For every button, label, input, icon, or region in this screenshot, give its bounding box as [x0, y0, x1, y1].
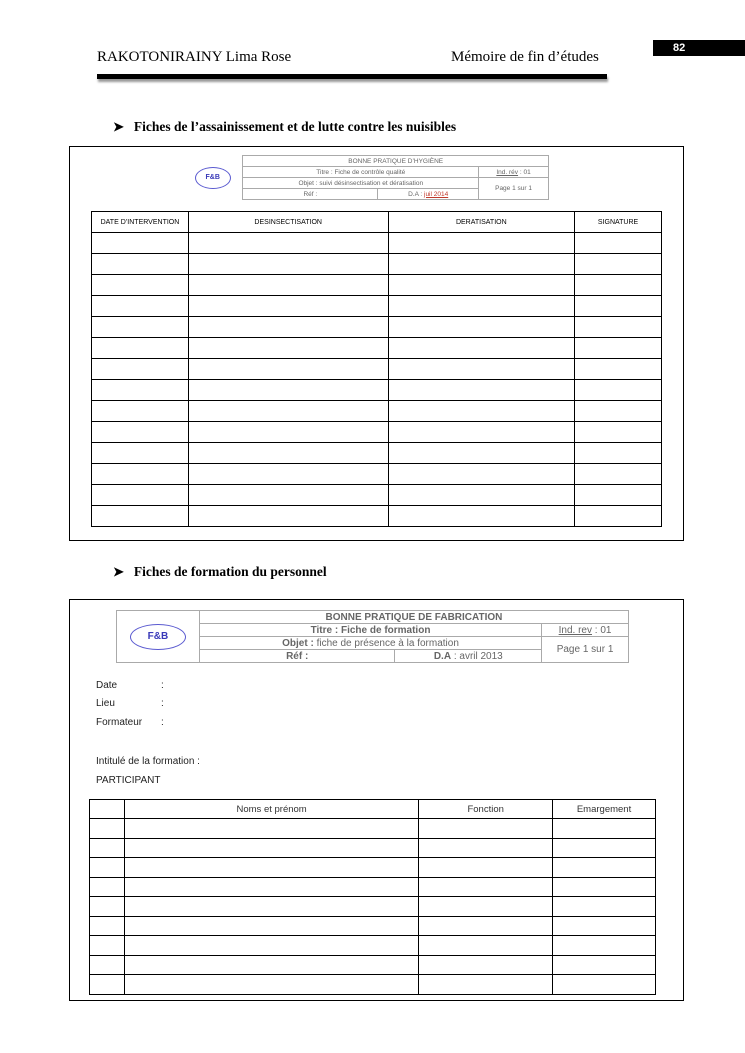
table-header-row — [90, 800, 656, 819]
empty-cell[interactable] — [575, 317, 662, 338]
field-formateur: Formateur : — [96, 717, 164, 728]
header-page: Page 1 sur 1 — [542, 637, 629, 663]
empty-cell[interactable] — [419, 955, 553, 975]
column-header: Emargement — [553, 800, 656, 819]
empty-cell[interactable] — [124, 877, 418, 897]
document-title: Mémoire de fin d’études — [451, 49, 599, 65]
table-row — [90, 897, 656, 917]
empty-cell[interactable] — [553, 858, 656, 878]
table-row — [90, 955, 656, 975]
header-title: BONNE PRATIQUE DE FABRICATION — [199, 611, 628, 624]
empty-cell[interactable] — [575, 485, 662, 506]
empty-cell[interactable] — [188, 506, 388, 527]
empty-cell[interactable] — [553, 955, 656, 975]
empty-cell[interactable] — [90, 916, 125, 936]
empty-cell[interactable] — [92, 338, 189, 359]
field-lieu: Lieu : — [96, 698, 164, 709]
table-row — [90, 819, 656, 839]
table-row — [90, 975, 656, 995]
empty-cell[interactable] — [419, 897, 553, 917]
empty-cell[interactable] — [419, 975, 553, 995]
empty-cell[interactable] — [388, 380, 575, 401]
empty-cell[interactable] — [90, 838, 125, 858]
empty-cell[interactable] — [553, 877, 656, 897]
empty-cell[interactable] — [188, 338, 388, 359]
empty-cell[interactable] — [553, 936, 656, 956]
empty-cell[interactable] — [575, 275, 662, 296]
table-row — [90, 936, 656, 956]
empty-cell[interactable] — [388, 338, 575, 359]
arrow-bullet-icon: ➤ — [113, 564, 124, 579]
empty-cell[interactable] — [188, 464, 388, 485]
empty-cell[interactable] — [575, 233, 662, 254]
empty-cell[interactable] — [124, 916, 418, 936]
empty-cell[interactable] — [92, 275, 189, 296]
empty-cell[interactable] — [124, 819, 418, 839]
training-form-header — [116, 610, 629, 663]
section1-heading — [113, 119, 456, 135]
empty-cell[interactable] — [90, 819, 125, 839]
empty-cell[interactable] — [575, 338, 662, 359]
empty-cell[interactable] — [92, 443, 189, 464]
empty-cell[interactable] — [553, 975, 656, 995]
empty-cell[interactable] — [92, 422, 189, 443]
empty-cell[interactable] — [188, 443, 388, 464]
column-header: SIGNATURE — [575, 212, 662, 233]
header-ref: Réf : — [199, 650, 395, 663]
empty-cell[interactable] — [188, 422, 388, 443]
table-row — [90, 916, 656, 936]
empty-cell[interactable] — [188, 401, 388, 422]
empty-cell[interactable] — [90, 936, 125, 956]
table-row — [92, 443, 662, 464]
header-object-line: Objet : fiche de présence à la formation — [199, 637, 541, 650]
empty-cell[interactable] — [124, 955, 418, 975]
empty-cell[interactable] — [575, 359, 662, 380]
empty-cell[interactable] — [388, 485, 575, 506]
empty-cell[interactable] — [90, 975, 125, 995]
column-header: Fonction — [419, 800, 553, 819]
table-row — [92, 296, 662, 317]
empty-cell[interactable] — [188, 317, 388, 338]
header-ref: Réf : — [243, 189, 378, 200]
table-row — [92, 485, 662, 506]
table-row — [92, 422, 662, 443]
empty-cell[interactable] — [92, 401, 189, 422]
table-row — [92, 317, 662, 338]
empty-cell[interactable] — [575, 401, 662, 422]
empty-cell[interactable] — [575, 422, 662, 443]
training-title-label: Intitulé de la formation : — [96, 756, 200, 767]
header-object-line: Objet : suivi désinsectisation et dératisation — [243, 178, 479, 189]
empty-cell[interactable] — [188, 233, 388, 254]
empty-cell[interactable] — [124, 936, 418, 956]
table-row — [90, 838, 656, 858]
empty-cell[interactable] — [388, 359, 575, 380]
empty-cell[interactable] — [553, 819, 656, 839]
table-row — [92, 401, 662, 422]
empty-cell[interactable] — [388, 233, 575, 254]
table-row — [92, 233, 662, 254]
participant-label: PARTICIPANT — [96, 775, 161, 786]
empty-cell[interactable] — [92, 380, 189, 401]
empty-cell[interactable] — [553, 916, 656, 936]
empty-cell[interactable] — [124, 897, 418, 917]
pest-control-table — [91, 211, 662, 527]
empty-cell[interactable] — [90, 897, 125, 917]
empty-cell[interactable] — [188, 254, 388, 275]
section2-heading — [113, 564, 327, 580]
header-page: Page 1 sur 1 — [479, 178, 549, 200]
column-header: DATE D’INTERVENTION — [92, 212, 189, 233]
table-row — [92, 380, 662, 401]
empty-cell[interactable] — [575, 254, 662, 275]
participants-table — [89, 799, 656, 995]
empty-cell[interactable] — [388, 254, 575, 275]
header-rule — [97, 74, 607, 79]
empty-cell[interactable] — [90, 877, 125, 897]
empty-cell[interactable] — [553, 838, 656, 858]
empty-cell[interactable] — [92, 464, 189, 485]
empty-cell[interactable] — [388, 401, 575, 422]
empty-cell[interactable] — [388, 317, 575, 338]
empty-cell[interactable] — [419, 877, 553, 897]
empty-cell[interactable] — [92, 296, 189, 317]
empty-cell[interactable] — [92, 506, 189, 527]
empty-cell[interactable] — [419, 936, 553, 956]
table-row — [92, 506, 662, 527]
section1-heading-text: Fiches de l’assainissement et de lutte contre les nuisibles — [133, 119, 457, 134]
logo-cell — [117, 611, 200, 663]
table-row — [92, 338, 662, 359]
section2-heading-text: Fiches de formation du personnel — [133, 564, 327, 579]
table-row — [90, 858, 656, 878]
field-date: Date : — [96, 680, 164, 691]
column-header: DESINSECTISATION — [188, 212, 388, 233]
empty-cell[interactable] — [388, 464, 575, 485]
table-row — [92, 359, 662, 380]
header-title-line: Titre : Fiche de formation — [199, 624, 541, 637]
table-row — [92, 254, 662, 275]
empty-cell[interactable] — [575, 380, 662, 401]
empty-cell[interactable] — [188, 380, 388, 401]
empty-cell[interactable] — [419, 819, 553, 839]
empty-cell[interactable] — [419, 858, 553, 878]
table-row — [92, 275, 662, 296]
empty-cell[interactable] — [92, 233, 189, 254]
empty-cell[interactable] — [388, 443, 575, 464]
empty-cell[interactable] — [124, 858, 418, 878]
empty-cell[interactable] — [92, 485, 189, 506]
empty-cell[interactable] — [92, 254, 189, 275]
header-title: BONNE PRATIQUE D’HYGIÈNE — [243, 156, 549, 167]
empty-cell[interactable] — [92, 317, 189, 338]
logo-cell — [183, 156, 243, 200]
header-ind-rev: Ind. rev : 01 — [542, 624, 629, 637]
author-name: RAKOTONIRAINY Lima Rose — [97, 49, 292, 65]
empty-cell[interactable] — [575, 506, 662, 527]
header-ind-rev: Ind. rév : 01 — [479, 167, 549, 178]
empty-cell[interactable] — [419, 916, 553, 936]
fb-logo: F&B — [130, 624, 186, 650]
empty-cell[interactable] — [575, 296, 662, 317]
empty-cell[interactable] — [388, 506, 575, 527]
empty-cell[interactable] — [388, 296, 575, 317]
empty-cell[interactable] — [419, 838, 553, 858]
empty-cell[interactable] — [575, 464, 662, 485]
empty-cell[interactable] — [188, 485, 388, 506]
empty-cell[interactable] — [90, 858, 125, 878]
empty-cell[interactable] — [188, 359, 388, 380]
header-da: D.A : avril 2013 — [395, 650, 542, 663]
column-header: Noms et prénom — [124, 800, 418, 819]
empty-cell[interactable] — [553, 897, 656, 917]
column-header: DERATISATION — [388, 212, 575, 233]
fb-logo: F&B — [195, 167, 231, 189]
empty-cell[interactable] — [388, 422, 575, 443]
arrow-bullet-icon: ➤ — [113, 119, 124, 134]
pest-control-form-header — [183, 155, 549, 200]
table-row — [92, 464, 662, 485]
table-header-row — [92, 212, 662, 233]
header-da: D.A : juil 2014 — [378, 189, 479, 200]
table-row — [90, 877, 656, 897]
empty-cell[interactable] — [92, 359, 189, 380]
page-number: 82 — [653, 40, 745, 56]
empty-cell[interactable] — [388, 275, 575, 296]
empty-cell[interactable] — [575, 443, 662, 464]
column-header — [90, 800, 125, 819]
empty-cell[interactable] — [90, 955, 125, 975]
empty-cell[interactable] — [188, 275, 388, 296]
empty-cell[interactable] — [124, 975, 418, 995]
header-title-line: Titre : Fiche de contrôle qualité — [243, 167, 479, 178]
empty-cell[interactable] — [124, 838, 418, 858]
empty-cell[interactable] — [188, 296, 388, 317]
